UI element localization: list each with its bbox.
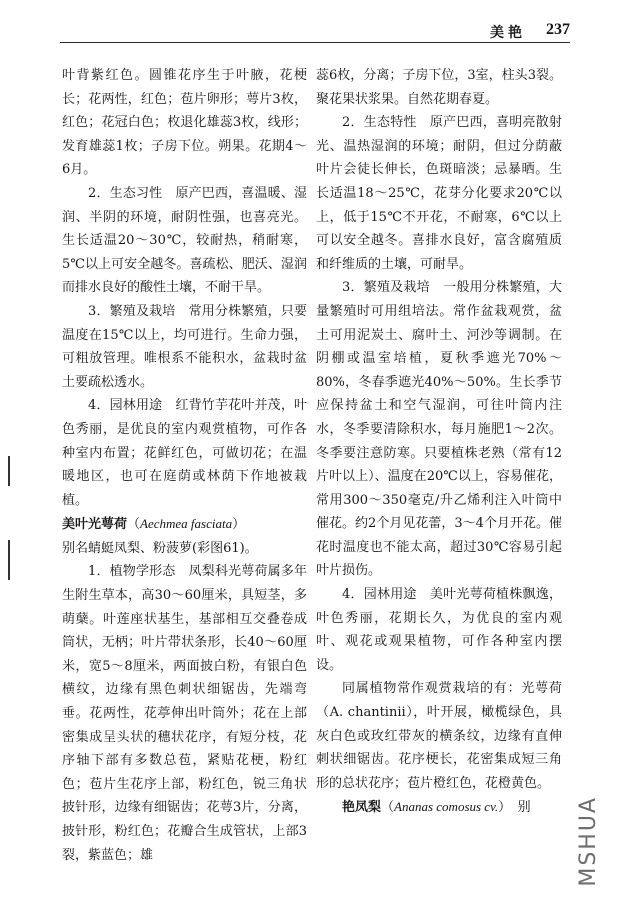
plant-name: 艳凤梨 <box>342 800 382 816</box>
paragraph: 2．生态习性 原产巴西，喜温暖、湿润、半阴的环境，耐阴性强，也喜亮光。生长适温20～30℃，较耐热，稍耐寒，5℃以上可安全越冬。喜疏松、肥沃、湿润而排水良好的酸性土壤，不耐干旱。 <box>62 185 307 296</box>
paragraph: 4．园林用途 红背竹芋花叶并茂，叶色秀丽，是优良的室内观赏植物，可作各种室内布置；花鲜红色，可做切花；在温暖地区，也可在庭荫或林荫下作地被栽植。 <box>62 398 307 508</box>
paragraph: 同属植物常作观赏栽培的有：光萼荷（A. chantinii），叶开展，橄榄绿色，具灰白色或玫红带灰的横条纹，边缘有直伸刺状细锯齿。花序梗长，花密集成短三角形的总状花序；苞片橙红色，花橙黄色。 <box>316 681 562 791</box>
left-column <box>62 64 307 867</box>
margin-mark <box>8 456 10 486</box>
right-column <box>316 64 562 820</box>
plant-latin-name: Aechmea fasciata <box>140 516 233 532</box>
page-header <box>60 21 570 46</box>
plant-alias: 别名蜻蜓凤梨、粉菠萝(彩图61)。 <box>62 540 258 556</box>
paragraph: 蕊6枚，分离；子房下位，3室，柱头3裂。聚花果状浆果。自然花期春夏。 <box>316 68 562 107</box>
continued-text: 别 <box>517 800 531 816</box>
running-title: 美艳 <box>490 25 526 41</box>
margin-mark <box>8 540 10 580</box>
plant-name: 美叶光萼荷 <box>62 517 128 533</box>
paragraph: 2．生态特性 原产巴西，喜明亮散射光、温热湿润的环境；耐阴，但过分荫蔽叶片会徒长伸长，色斑暗淡；忌暴晒。生长适温18～25℃，花芽分化要求20℃以上，低于15℃不开花，不耐寒，6℃以上可以安全越冬。喜排水良好，富含腐殖质和纤维质的土壤，可耐旱。 <box>316 115 562 272</box>
watermark: MSHUA <box>576 796 601 887</box>
plant-entry-heading: 艳凤梨（Ananas comosus cv.） 别 <box>342 799 531 816</box>
paragraph: 3．繁殖及栽培 常用分株繁殖，只要温度在15℃以上，均可进行。生命力强，可粗放管理。唯根系不能积水，盆栽时盆土要疏松透水。 <box>62 303 307 390</box>
paragraph: 叶背紫红色。圆锥花序生于叶腋，花梗长；花两性，红色；苞片卵形；萼片3枚，红色；花冠白色；枚退化雄蕊3枚，线形；发育雄蕊1枚；子房下位。朔果。花期4～6月。 <box>62 68 307 178</box>
paragraph: 4．园林用途 美叶光萼荷植株飘逸，叶色秀丽，花期长久，为优良的室内观叶、观花或观果植物，可作各种室内摆设。 <box>316 587 562 673</box>
paragraph: 3．繁殖及栽培 一般用分株繁殖，大量繁殖时可用组培法。常作盆栽观赏，盆土可用泥炭土、腐叶土、河沙等调制。在阴棚或温室培植，夏秋季遮光70%～80%，冬春季遮光40%～50%。生长季节应保持盆土和空气湿润，可往叶筒内注水，冬季要清除积水，每月施肥1～2次。冬季要注意防寒。只要植株老熟（常有12片叶以上）、温度在20℃以上，容易催花，常用300～350毫克/升乙烯利注入叶筒中催花。约2个月见花蕾，3～4个月开花。催花时温度也不能太高，超过30℃容易引起叶片损伤。 <box>316 280 562 579</box>
header-rule <box>60 42 570 43</box>
plant-latin-name: Ananas comosus cv. <box>394 799 499 815</box>
plant-entry-heading: 美叶光萼荷（Aechmea fasciata） <box>62 516 246 533</box>
paragraph: 1．植物学形态 凤梨科光萼荷属多年生附生草本，高30～60厘米，具短茎，多萌蘖。叶莲座状基生，基部相互交叠卷成筒状，无柄；叶片带状条形，长40～60厘米，宽5～8厘米，两面披白粉，有银白色横纹，边缘有黑色刺状细锯齿，先端弯垂。花两性，花葶伸出叶筒外；花在上部密集成呈头状的穗状花序，有短分枝，花序轴下部有多数总苞，紧贴花梗，粉红色；苞片生花序上部，粉红色，锐三角状披针形，边缘有细锯齿；花萼3片，分离，披针形，粉红色；花瓣合生成管状，上部3裂，紫蓝色；雄 <box>62 564 307 863</box>
page-number: 237 <box>546 21 570 38</box>
